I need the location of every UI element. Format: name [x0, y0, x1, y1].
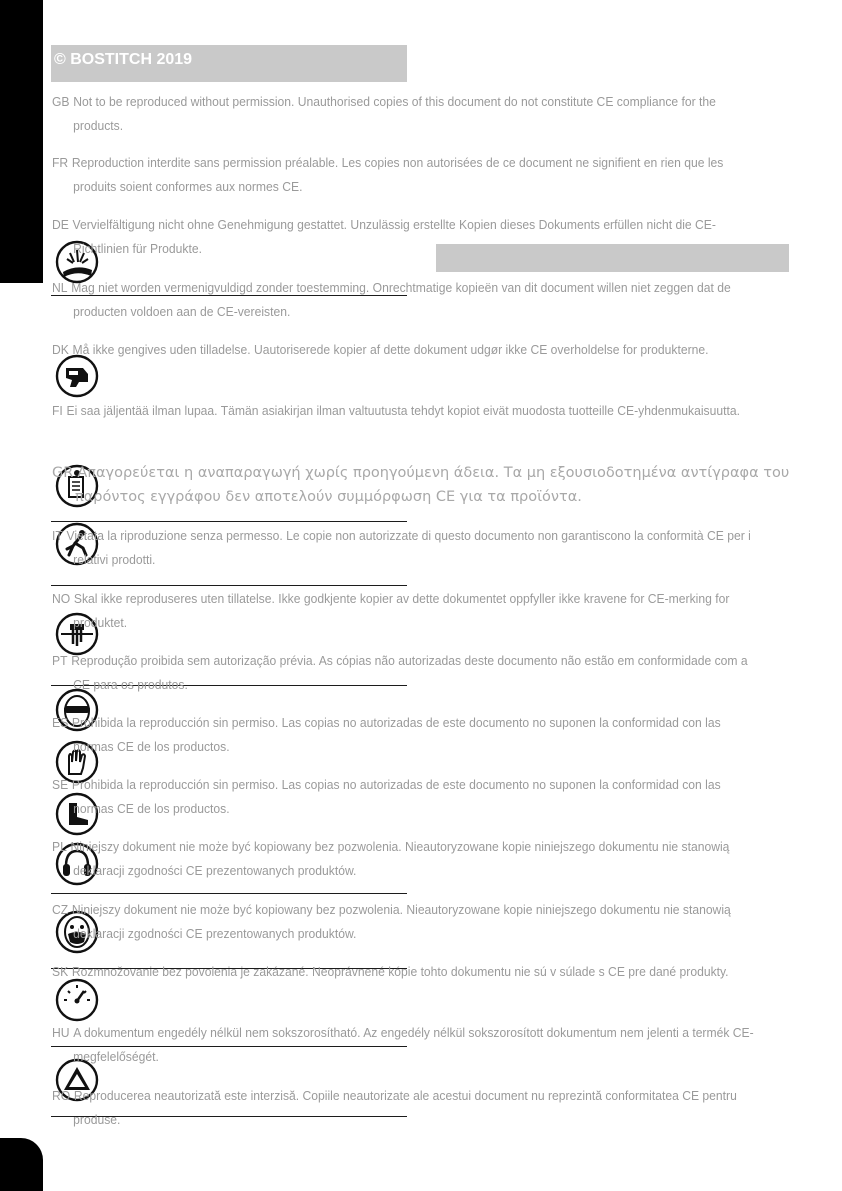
page-edge-tab-bottom — [0, 1138, 43, 1191]
divider-rule — [51, 521, 407, 522]
notice-cz: CZ Niniejszy dokument nie może być kopiowany bez pozwolenia. Nieautoryzowane kopie niniejszego dokumentu nie stanowią deklaracji zgodności CE prezentowanych produktów. — [52, 902, 731, 941]
notice-fr: FR Reproduction interdite sans permission préalable. Les copies non autorisées de ce document ne signifient en rien que les produits soient conformes aux normes CE. — [52, 155, 724, 194]
notice-it: IT Vietata la riproduzione senza permesso. Le copie non autorizzate di questo documento non garantiscono la conformità CE per i relativi prodotti. — [52, 528, 751, 567]
notice-gr: GR Απαγορεύεται η αναπαραγωγή χωρίς προηγούμενη άδεια. Τα μη εξουσιοδοτημένα αντίγραφα του παρόντος εγγράφου δεν αποτελούν συμμόρφωση CE για τα προϊόντα. — [52, 465, 790, 505]
notice-hu: HU A dokumentum engedély nélkül nem sokszorosítható. Az engedély nélkül sokszorosított dokumentum nem jelenti a termék CE-megfelelőségét. — [52, 1025, 754, 1064]
divider-rule — [51, 893, 407, 894]
notice-sk: SK Rozmnožovanie bez povolenia je zakázané. Neoprávnené kópie tohto dokumentu nie sú v súlade s CE pre dané produkty. — [52, 964, 729, 979]
notice-pl: PL Niniejszy dokument nie może być kopiowany bez pozwolenia. Nieautoryzowane kopie niniejszego dokumentu nie stanowią deklaracji zgodności CE prezentowanych produktów. — [52, 839, 730, 878]
notice-dk: DK Må ikke gengives uden tilladelse. Uautoriserede kopier af dette dokument udgør ikke CE overholdelse for produkterne. — [52, 342, 709, 357]
notice-se: SE Prohibida la reproducción sin permiso. Las copias no autorizadas de este documento no suponen la conformidad con las normas CE de los productos. — [52, 777, 721, 816]
notice-de: DE Vervielfältigung nicht ohne Genehmigung gestattet. Unzulässig erstellte Kopien dieses Dokuments erfüllen nicht die CE-Richtlinien für Produkte. — [52, 217, 716, 256]
notice-ro: RO Reproducerea neautorizată este interzisă. Copiile neautorizate ale acestui document nu reprezintă conformitatea CE pentru produse. — [52, 1088, 737, 1127]
notice-fi: FI Ei saa jäljentää ilman lupaa. Tämän asiakirjan ilman valtuutusta tehdyt kopiot eivät muodosta tuotteille CE-yhdenmukaisuutta. — [52, 403, 740, 418]
copyright-banner — [51, 45, 407, 82]
page-edge-tab-top — [0, 0, 43, 283]
copyright-label: © BOSTITCH 2019 — [54, 51, 193, 68]
notice-nl: NL Mag niet worden vermenigvuldigd zonder toestemming. Onrechtmatige kopieën van dit document willen niet zeggen dat de producten voldoen aan de CE-vereisten. — [52, 280, 731, 319]
divider-rule — [51, 585, 407, 586]
notice-pt: PT Reprodução proibida sem autorização prévia. As cópias não autorizadas deste documento não estão em conformidade com a CE para os produtos. — [52, 653, 748, 692]
pressure-gauge-icon — [55, 978, 99, 1022]
notice-es: ES Prohibida la reproducción sin permiso. Las copias no autorizadas de este documento no suponen la conformidad con las normas CE de los productos. — [52, 715, 721, 754]
notice-no: NO Skal ikke reproduseres uten tillatelse. Ikke godkjente kopier av dette dokumentet oppfyller ikke kravene for CE-merking for produktet. — [52, 591, 730, 630]
notice-gb: GB Not to be reproduced without permission. Unauthorised copies of this document do not constitute CE compliance for the products. — [52, 94, 716, 133]
